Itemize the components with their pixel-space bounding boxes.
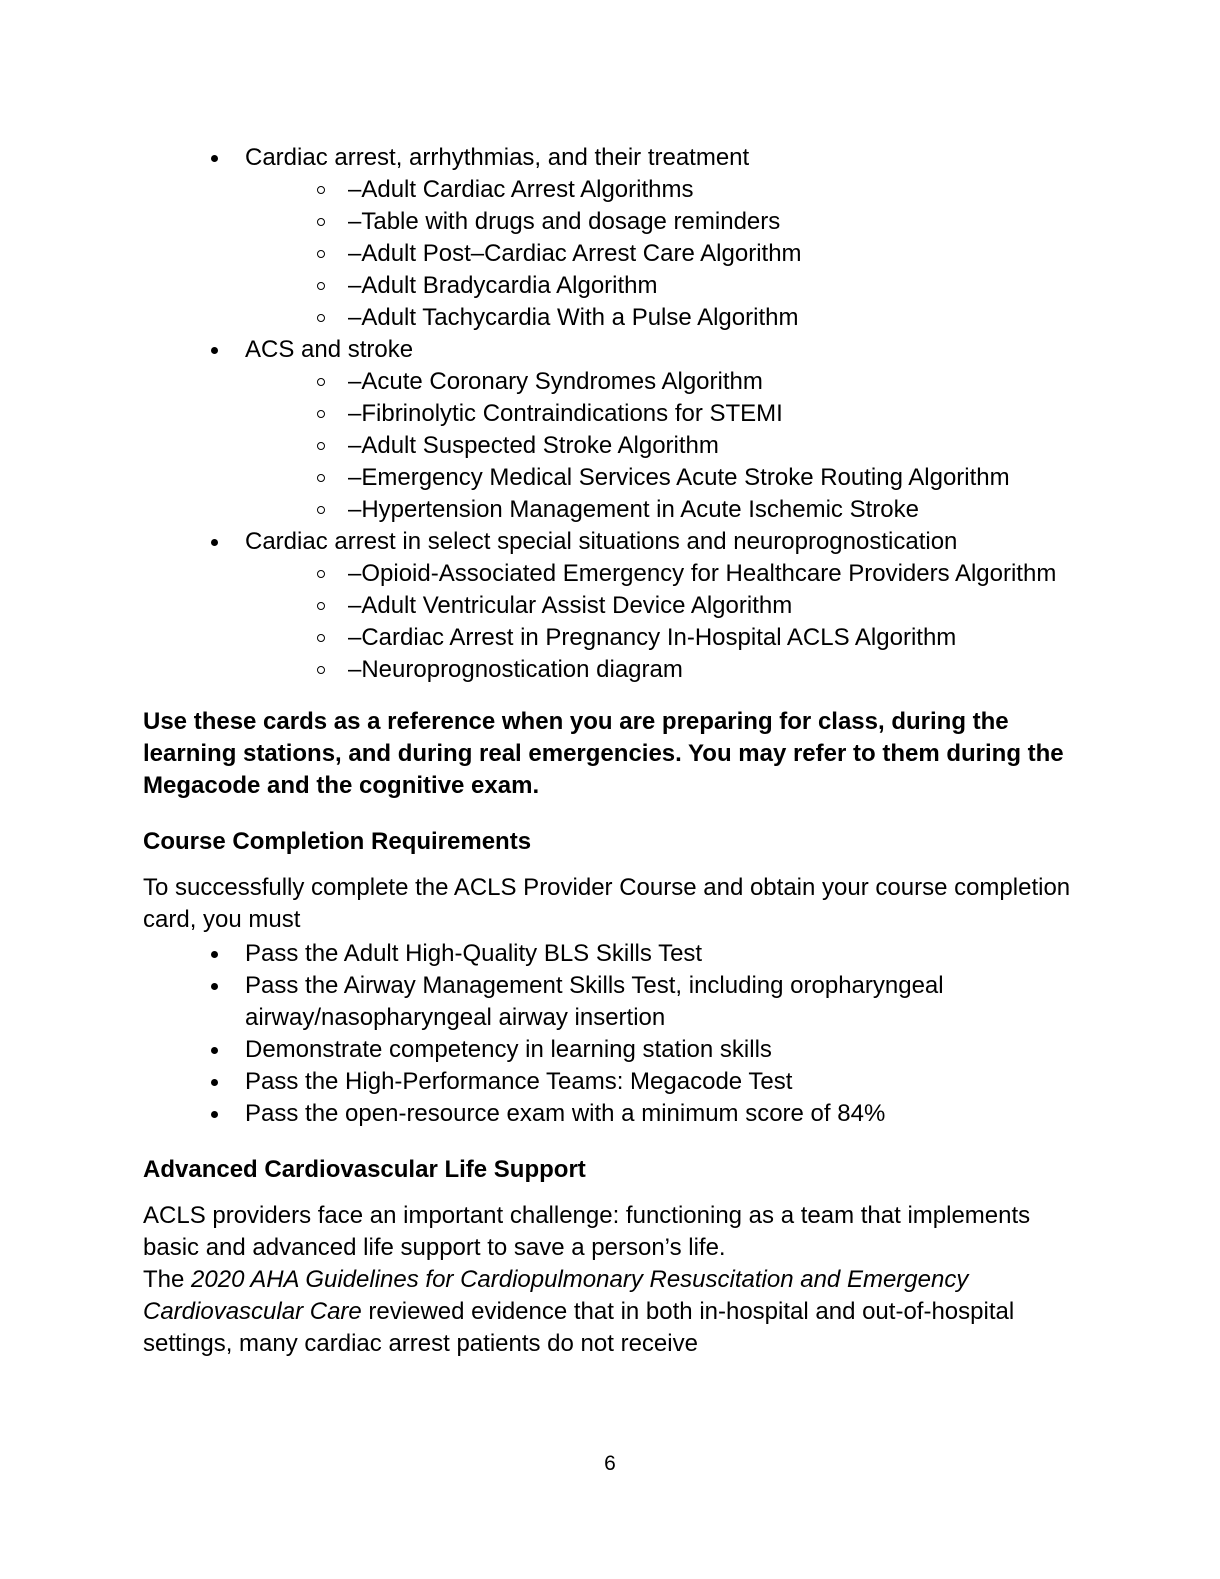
toc-item xyxy=(245,654,1071,686)
toc-item xyxy=(245,622,1071,654)
circle-bullet-icon xyxy=(317,634,325,642)
page-number: 6 xyxy=(604,1452,616,1475)
toc-item-label: –Adult Post–Cardiac Arrest Care Algorithm xyxy=(348,240,802,267)
acls-citation-suffix: reviewed evidence that in both in-hospital and out-of-hospital settings, many cardiac arrest patients do not receive xyxy=(143,1298,1015,1357)
acls-paragraph xyxy=(143,1200,1071,1360)
circle-bullet-icon xyxy=(317,410,325,418)
bullet-icon xyxy=(211,983,218,990)
toc-item xyxy=(245,430,1071,462)
toc-item-label: –Adult Tachycardia With a Pulse Algorithm xyxy=(348,304,799,331)
toc-item xyxy=(245,558,1071,590)
circle-bullet-icon xyxy=(317,442,325,450)
toc-item-label: –Emergency Medical Services Acute Stroke Routing Algorithm xyxy=(348,464,1010,491)
requirement-item xyxy=(143,938,1071,970)
requirement-label: Demonstrate competency in learning station skills xyxy=(245,1036,772,1063)
requirement-label: Pass the High-Performance Teams: Megacode Test xyxy=(245,1068,793,1095)
toc-item-label: –Adult Cardiac Arrest Algorithms xyxy=(348,176,694,203)
toc-item-label: –Table with drugs and dosage reminders xyxy=(348,208,781,235)
toc-item xyxy=(245,270,1071,302)
toc-item xyxy=(245,462,1071,494)
toc-item xyxy=(245,206,1071,238)
section-heading-acls: Advanced Cardiovascular Life Support xyxy=(143,1156,586,1183)
bullet-icon xyxy=(211,1047,218,1054)
requirement-item xyxy=(143,970,1071,1034)
requirement-label: Pass the Airway Management Skills Test, including oropharyngeal airway/nasopharyngeal airway insertion xyxy=(245,972,944,1031)
toc-section-label: Cardiac arrest in select special situations and neuroprognostication xyxy=(245,528,958,555)
requirements-list xyxy=(143,938,1071,1130)
toc-section-label: Cardiac arrest, arrhythmias, and their treatment xyxy=(245,144,750,171)
toc-item xyxy=(245,590,1071,622)
requirement-item xyxy=(143,1034,1071,1066)
toc-item-label: –Hypertension Management in Acute Ischemic Stroke xyxy=(348,496,919,523)
reference-note: Use these cards as a reference when you are preparing for class, during the learning stations, and during real emergencies. You may refer to them during the Megacode and the cognitive exam. xyxy=(143,708,1064,799)
section-heading-course-completion: Course Completion Requirements xyxy=(143,828,532,855)
toc-item-label: –Adult Bradycardia Algorithm xyxy=(348,272,658,299)
bullet-icon xyxy=(211,155,218,162)
bullet-icon xyxy=(211,951,218,958)
toc-list xyxy=(143,142,1071,686)
toc-item-label: –Acute Coronary Syndromes Algorithm xyxy=(348,368,763,395)
toc-sublist xyxy=(245,366,1071,526)
bullet-icon xyxy=(211,1079,218,1086)
circle-bullet-icon xyxy=(317,378,325,386)
circle-bullet-icon xyxy=(317,474,325,482)
circle-bullet-icon xyxy=(317,250,325,258)
toc-section-label: ACS and stroke xyxy=(245,336,414,363)
circle-bullet-icon xyxy=(317,218,325,226)
toc-sublist xyxy=(245,558,1071,686)
course-completion-intro: To successfully complete the ACLS Provider Course and obtain your course completion card, you must xyxy=(143,874,1071,933)
circle-bullet-icon xyxy=(317,570,325,578)
toc-item-label: –Fibrinolytic Contraindications for STEMI xyxy=(348,400,783,427)
toc-item xyxy=(245,238,1071,270)
bullet-icon xyxy=(211,539,218,546)
bullet-icon xyxy=(211,1111,218,1118)
circle-bullet-icon xyxy=(317,506,325,514)
toc-section xyxy=(143,334,1071,526)
toc-item xyxy=(245,494,1071,526)
circle-bullet-icon xyxy=(317,282,325,290)
toc-item-label: –Adult Ventricular Assist Device Algorithm xyxy=(348,592,793,619)
circle-bullet-icon xyxy=(317,602,325,610)
toc-item-label: –Opioid-Associated Emergency for Healthcare Providers Algorithm xyxy=(348,560,1057,587)
toc-section xyxy=(143,142,1071,334)
acls-citation-title: 2020 AHA Guidelines for Cardiopulmonary Resuscitation and Emergency Cardiovascular Care xyxy=(143,1266,969,1325)
circle-bullet-icon xyxy=(317,314,325,322)
toc-item-label: –Neuroprognostication diagram xyxy=(348,656,683,683)
acls-citation-prefix: The xyxy=(143,1266,192,1293)
toc-item xyxy=(245,302,1071,334)
page-content xyxy=(143,142,1071,1360)
circle-bullet-icon xyxy=(317,666,325,674)
requirement-label: Pass the Adult High-Quality BLS Skills Test xyxy=(245,940,703,967)
toc-sublist xyxy=(245,174,1071,334)
requirement-item xyxy=(143,1066,1071,1098)
circle-bullet-icon xyxy=(317,186,325,194)
toc-item xyxy=(245,174,1071,206)
toc-item xyxy=(245,366,1071,398)
requirement-item xyxy=(143,1098,1071,1130)
toc-item-label: –Cardiac Arrest in Pregnancy In-Hospital ACLS Algorithm xyxy=(348,624,957,651)
requirement-label: Pass the open-resource exam with a minimum score of 84% xyxy=(245,1100,886,1127)
toc-item-label: –Adult Suspected Stroke Algorithm xyxy=(348,432,719,459)
toc-section xyxy=(143,526,1071,686)
toc-item xyxy=(245,398,1071,430)
acls-sentence-1: ACLS providers face an important challenge: functioning as a team that implements basic and advanced life support to save a person’s life. xyxy=(143,1202,1031,1261)
bullet-icon xyxy=(211,347,218,354)
